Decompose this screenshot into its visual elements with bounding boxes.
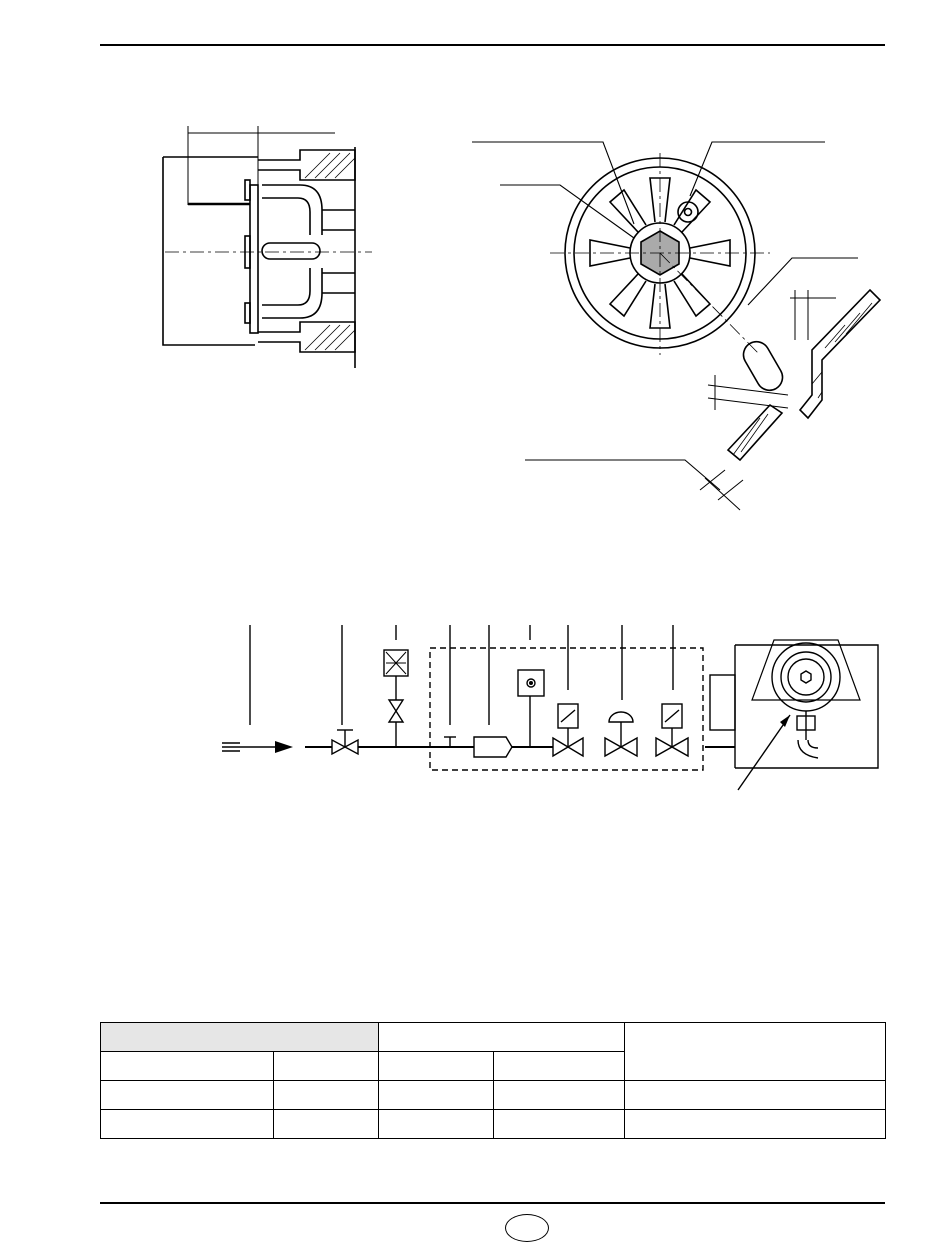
table-cell bbox=[101, 1110, 274, 1139]
table-cell bbox=[101, 1081, 274, 1110]
header-rule bbox=[100, 44, 885, 46]
footer-rule bbox=[100, 1202, 885, 1204]
table-column-header bbox=[274, 1052, 379, 1081]
gas-train-diagram bbox=[215, 620, 885, 800]
table-column-header bbox=[101, 1052, 274, 1081]
combustion-head-section-drawing bbox=[150, 120, 380, 370]
table-cell bbox=[274, 1110, 379, 1139]
table-group-header bbox=[379, 1023, 625, 1052]
table-row bbox=[101, 1110, 886, 1139]
table-cell bbox=[494, 1081, 625, 1110]
table-group-header bbox=[625, 1023, 886, 1081]
table-cell bbox=[274, 1081, 379, 1110]
table-cell bbox=[494, 1110, 625, 1139]
table-header-row bbox=[101, 1023, 886, 1052]
table-column-header bbox=[379, 1052, 494, 1081]
table-column-header bbox=[494, 1052, 625, 1081]
language-badge bbox=[505, 1214, 549, 1242]
diffuser-electrode-drawing bbox=[470, 130, 885, 510]
table-row bbox=[101, 1081, 886, 1110]
table-cell bbox=[379, 1110, 494, 1139]
table-cell bbox=[379, 1081, 494, 1110]
table-group-header bbox=[101, 1023, 379, 1052]
spec-table bbox=[100, 1022, 886, 1139]
table-cell bbox=[625, 1081, 886, 1110]
table-cell bbox=[625, 1110, 886, 1139]
